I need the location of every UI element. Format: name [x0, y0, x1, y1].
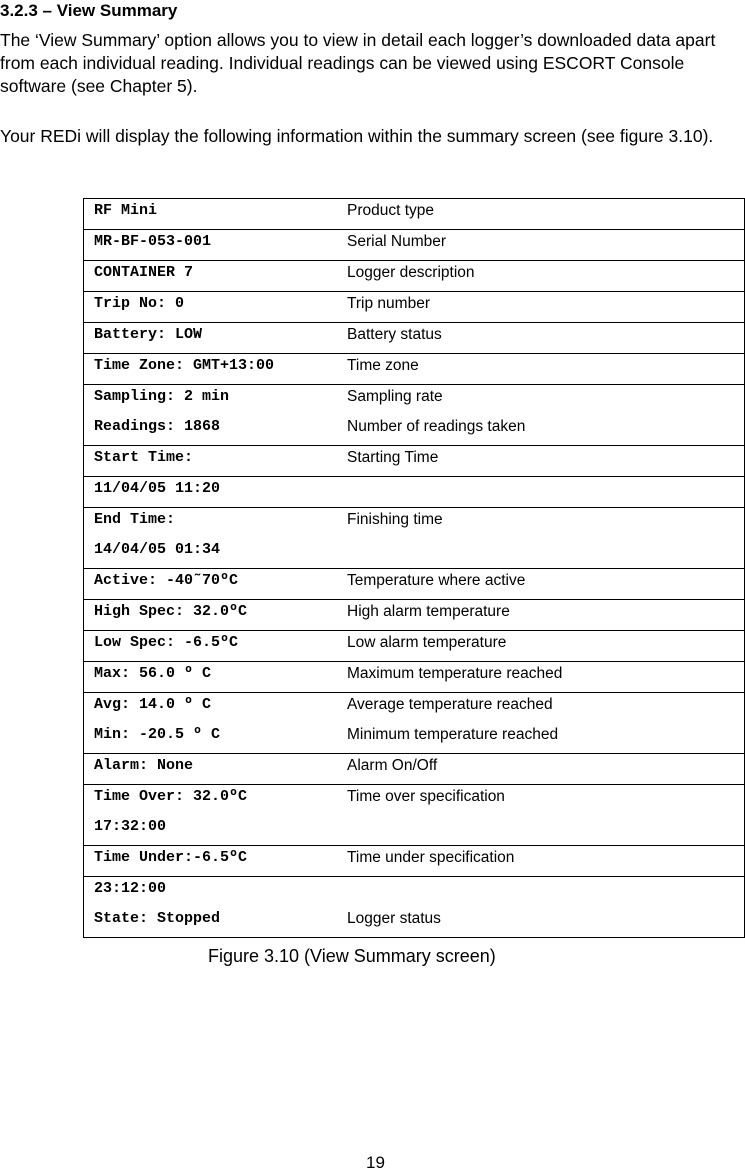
description-cell — [337, 354, 745, 385]
description-cell — [337, 846, 745, 877]
description-cell — [337, 754, 745, 785]
description-cell — [337, 292, 745, 323]
display-paragraph: Your REDi will display the following information within the summary screen (see figure 3.10). — [0, 126, 714, 146]
screen-value-cell — [84, 199, 338, 230]
summary-table — [83, 198, 745, 938]
screen-value-line: End Time: — [94, 511, 176, 528]
screen-value-line: 11/04/05 11:20 — [94, 480, 221, 497]
description-line: Alarm On/Off — [347, 757, 438, 774]
screen-value-line: Max: 56.0 º C — [94, 665, 212, 682]
screen-value-line: Active: -40˜70ºC — [94, 572, 239, 589]
description-line: Time zone — [347, 357, 419, 374]
description-cell — [337, 693, 745, 754]
screen-value-cell — [84, 846, 338, 877]
summary-row — [84, 354, 745, 385]
screen-value-line: 14/04/05 01:34 — [94, 541, 221, 558]
summary-row — [84, 877, 745, 938]
screen-value-cell — [84, 446, 338, 477]
description-line: Maximum temperature reached — [347, 665, 563, 682]
screen-value-line: CONTAINER 7 — [94, 264, 194, 281]
screen-value-line: Avg: 14.0 º C — [94, 696, 212, 713]
description-line: Logger status — [347, 910, 441, 927]
description-line: Trip number — [347, 295, 430, 312]
summary-row — [84, 662, 745, 693]
screen-value-cell — [84, 354, 338, 385]
summary-row — [84, 261, 745, 292]
screen-value-cell — [84, 631, 338, 662]
description-line: Number of readings taken — [347, 418, 526, 435]
summary-row — [84, 569, 745, 600]
description-cell — [337, 323, 745, 354]
description-cell — [337, 446, 745, 477]
screen-value-cell — [84, 600, 338, 631]
figure-caption: Figure 3.10 (View Summary screen) — [208, 946, 496, 966]
screen-value-line: Time Zone: GMT+13:00 — [94, 357, 275, 374]
screen-value-line: Time Under:-6.5ºC — [94, 849, 248, 866]
screen-value-line: Trip No: 0 — [94, 295, 185, 312]
description-line: Time over specification — [347, 788, 505, 805]
screen-value-line: 23:12:00 — [94, 880, 167, 897]
screen-value-line: Min: -20.5 º C — [94, 726, 221, 743]
summary-row — [84, 631, 745, 662]
screen-value-line: 17:32:00 — [94, 818, 167, 835]
description-cell — [337, 508, 745, 569]
description-line: High alarm temperature — [347, 603, 510, 620]
summary-row — [84, 446, 745, 477]
summary-row — [84, 385, 745, 446]
screen-value-cell — [84, 261, 338, 292]
description-cell — [337, 230, 745, 261]
description-cell — [337, 385, 745, 446]
screen-value-line: High Spec: 32.0ºC — [94, 603, 248, 620]
description-cell — [337, 600, 745, 631]
description-line: Battery status — [347, 326, 442, 343]
description-line: Finishing time — [347, 511, 443, 528]
description-cell — [337, 477, 745, 508]
screen-value-cell — [84, 508, 338, 569]
description-cell — [337, 261, 745, 292]
description-cell — [337, 785, 745, 846]
summary-row — [84, 600, 745, 631]
summary-row — [84, 508, 745, 569]
description-line: Time under specification — [347, 849, 515, 866]
screen-value-cell — [84, 385, 338, 446]
screen-value-cell — [84, 230, 338, 261]
description-cell — [337, 662, 745, 693]
summary-row — [84, 323, 745, 354]
description-line: Low alarm temperature — [347, 634, 507, 651]
summary-row — [84, 199, 745, 230]
screen-value-line: State: Stopped — [94, 910, 221, 927]
intro-paragraph: The ‘View Summary’ option allows you to view in detail each logger’s downloaded data apart from each individual reading. Individual readings can be viewed using ESCORT Console software (see Chapter 5). — [0, 30, 716, 96]
summary-row — [84, 477, 745, 508]
description-line: Sampling rate — [347, 388, 443, 405]
description-line — [337, 877, 744, 907]
screen-value-cell — [84, 754, 338, 785]
screen-value-cell — [84, 785, 338, 846]
summary-row — [84, 785, 745, 846]
screen-value-cell — [84, 569, 338, 600]
description-cell — [337, 199, 745, 230]
summary-table-body — [84, 199, 745, 938]
description-line: Minimum temperature reached — [347, 726, 559, 743]
summary-row — [84, 754, 745, 785]
description-cell — [337, 631, 745, 662]
screen-value-line: Time Over: 32.0ºC — [94, 788, 248, 805]
description-line: Temperature where active — [347, 572, 526, 589]
description-cell — [337, 877, 745, 938]
screen-value-line: MR-BF-053-001 — [94, 233, 212, 250]
description-line — [337, 477, 744, 507]
screen-value-line: RF Mini — [94, 202, 158, 219]
screen-value-line: Readings: 1868 — [94, 418, 221, 435]
screen-value-cell — [84, 323, 338, 354]
summary-row — [84, 693, 745, 754]
description-line: Logger description — [347, 264, 475, 281]
summary-row — [84, 230, 745, 261]
screen-value-line: Start Time: — [94, 449, 194, 466]
screen-value-line: Low Spec: -6.5ºC — [94, 634, 239, 651]
page-number: 19 — [366, 1153, 385, 1172]
screen-value-cell — [84, 292, 338, 323]
description-line — [337, 815, 744, 845]
description-line: Serial Number — [347, 233, 447, 250]
description-line — [337, 538, 744, 568]
description-line: Average temperature reached — [347, 696, 553, 713]
description-cell — [337, 569, 745, 600]
summary-row — [84, 846, 745, 877]
screen-value-cell — [84, 662, 338, 693]
screen-value-cell — [84, 877, 338, 938]
summary-row — [84, 292, 745, 323]
description-line: Starting Time — [347, 449, 439, 466]
description-line: Product type — [347, 202, 435, 219]
screen-value-cell — [84, 477, 338, 508]
section-heading: 3.2.3 – View Summary — [0, 1, 178, 20]
screen-value-line: Alarm: None — [94, 757, 194, 774]
screen-value-line: Battery: LOW — [94, 326, 203, 343]
screen-value-cell — [84, 693, 338, 754]
screen-value-line: Sampling: 2 min — [94, 388, 230, 405]
